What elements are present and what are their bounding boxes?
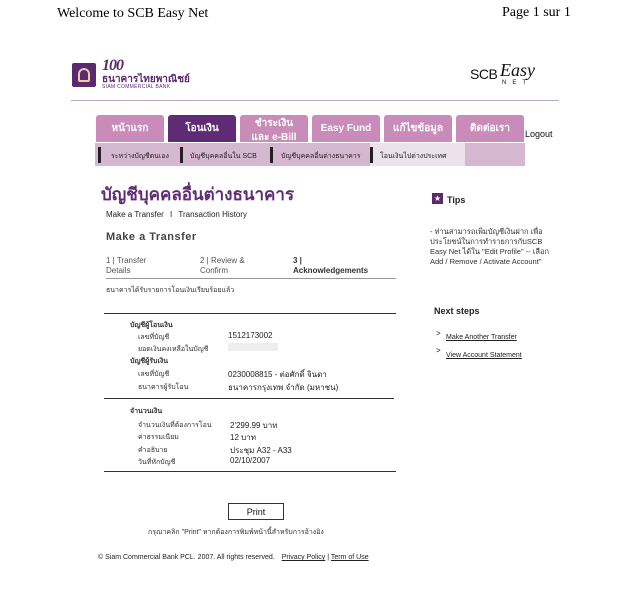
to-account-heading: บัญชีผู้รับเงิน [130,358,169,365]
step-transfer-details [106,256,146,276]
privacy-policy-link[interactable]: Privacy Policy [281,554,326,561]
section-divider [104,398,394,399]
logo-thai-name: ธนาคารไทยพาณิชย์ [102,74,190,85]
subnav-item-other-scb[interactable]: บัญชีบุคคลอื่นใน SCB [190,153,257,160]
tab-easy-fund[interactable] [312,115,380,142]
tab-home[interactable] [96,115,164,142]
brand-scb: SCB [470,66,498,82]
easy-net-brand [470,62,550,92]
logo-english-name: SIAM COMMERCIAL BANK [102,84,171,90]
to-bank-value: ธนาคารกรุงเทพ จำกัด (มหาชน) [228,383,339,392]
to-bank-label: ธนาคารผู้รับโอน [138,384,189,391]
tips-title: Tips [447,195,466,205]
scb-logo[interactable] [72,57,222,96]
debit-date-label: วันที่หักบัญชี [138,459,176,466]
tab-transfer[interactable] [168,115,236,142]
window-title-left: Welcome to SCB Easy Net [57,6,209,21]
arrow-right-icon: > [436,329,441,338]
subnav-separator [370,147,373,163]
step-label: Details [106,266,131,275]
step-label: 3 | [293,256,302,265]
tab-label: โอนเงิน [185,123,219,134]
amount-heading: จำนวนเงิน [130,408,163,415]
subnav-item-own-accounts[interactable]: ระหว่างบัญชีตนเอง [111,153,169,160]
transaction-history-link[interactable]: Transaction History [178,210,247,219]
make-transfer-link[interactable]: Make a Transfer [106,210,164,219]
section-divider [104,313,396,314]
fee-label: ค่าธรรมเนียม [138,434,179,441]
step-label: Acknowledgements [293,266,369,275]
tab-payment[interactable] [240,115,308,142]
bank-emblem-icon [72,63,96,87]
balance-label: ยอดเงินคงเหลือในบัญชี [138,346,209,353]
from-account-heading: บัญชีผู้โอนเงิน [130,322,173,329]
section-divider [104,471,396,472]
footer [98,554,369,561]
step-label: Confirm [200,266,229,275]
breadcrumb-separator: I [170,210,173,219]
description-value: ประชุม A32 - A33 [230,446,292,455]
star-icon: ★ [433,194,442,203]
arrow-right-icon: > [436,346,441,355]
steps-divider [106,278,396,279]
transfer-amount-value: 2'299.99 บาท [230,421,278,430]
view-account-statement-link[interactable]: View Account Statement [446,352,522,359]
tips-text: - ท่านสามารถเพิ่มบัญชีเงินฝาก เพื่อประโยชน์ในการทำรายการกับSCB Easy Net ได้ใน "Edit Profile" -- เลือก Add / Remove / Activate Account" [430,227,549,266]
sub-navigation [95,143,525,166]
tab-label: หน้าแรก [111,123,149,134]
next-steps-title: Next steps [434,306,480,316]
step-label: 1 | Transfer [106,256,147,265]
from-account-label: เลขที่บัญชี [138,334,170,341]
step-label: 2 | Review & [200,256,245,265]
tab-label: Easy Fund [320,123,372,134]
breadcrumb [106,210,247,219]
copyright-text: © Siam Commercial Bank PCL. 2007. All rights reserved. [98,554,275,561]
to-account-label: เลขที่บัญชี [138,371,170,378]
page-title: บัญชีบุคคลอื่นต่างธนาคาร [101,185,295,204]
subnav-separator [180,147,183,163]
to-account-value: 0230008815 - ต่อศักดิ์ จินดา [228,370,327,379]
page-number: Page 1 sur 1 [502,5,571,20]
from-account-value: 1512173002 [228,331,273,340]
logout-link[interactable]: Logout [525,129,553,139]
confirmation-message: ธนาคารได้รับรายการโอนเงินเรียบร้อยแล้ว [106,287,235,294]
description-label: คำอธิบาย [138,447,168,454]
tab-label-line2: และ e-Bill [251,132,297,143]
footer-separator: | [327,554,330,561]
make-another-transfer-link[interactable]: Make Another Transfer [446,334,517,341]
section-title: Make a Transfer [106,231,197,243]
logo-anniversary: 100 [102,57,123,74]
tab-label: แก้ไขข้อมูล [393,123,443,134]
print-button[interactable]: Print [228,503,284,520]
print-note: กรุณาคลิก "Print" หากต้องการพิมพ์หน้านี้สำหรับการอ้างอิง [148,529,324,536]
fee-value: 12 บาท [230,433,256,442]
tab-label-line1: ชำระเงิน [254,118,294,129]
tab-contact[interactable] [456,115,524,142]
header-divider [71,100,559,101]
subnav-separator [98,147,101,163]
tab-profile[interactable] [384,115,452,142]
debit-date-value: 02/10/2007 [230,456,271,465]
subnav-item-other-bank[interactable]: บัญชีบุคคลอื่นต่างธนาคาร [281,153,361,160]
brand-net: NET [502,80,532,86]
terms-of-use-link[interactable]: Term of Use [330,554,369,561]
subnav-item-overseas[interactable]: โอนเงินไปต่างประเทศ [380,153,447,160]
balance-masked [228,343,278,351]
tab-label: ติดต่อเรา [470,123,510,134]
step-acknowledgements [293,256,368,276]
subnav-separator [270,147,273,163]
step-review-confirm [200,256,245,276]
brand-easy: Easy [500,60,535,80]
transfer-amount-label: จำนวนเงินที่ต้องการโอน [138,422,212,429]
